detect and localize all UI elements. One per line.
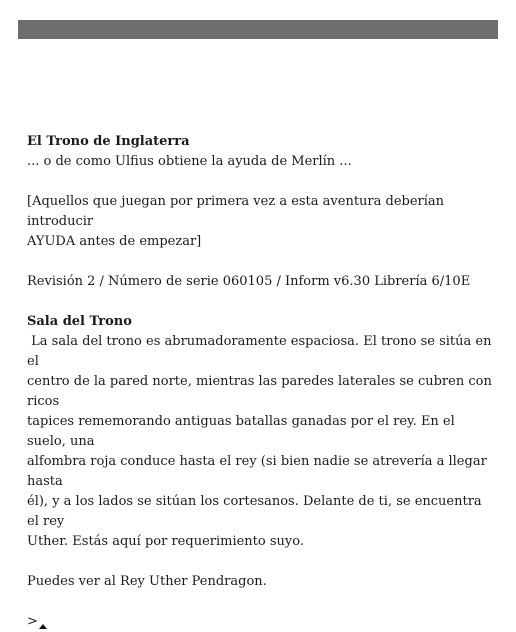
room-description-line: centro de la pared norte, mientras las paredes laterales se cubren con ricos <box>27 374 496 409</box>
room-description-line: Uther. Estás aquí por requerimiento suyo. <box>27 534 304 549</box>
transcript <box>27 132 500 632</box>
spacer <box>27 592 493 612</box>
version-info: Revisión 2 / Número de serie 060105 / Inform v6.30 Librería 6/10E <box>27 274 471 289</box>
help-note-line-1: [Aquellos que juegan por primera vez a esta aventura deberían introducir <box>27 194 449 229</box>
spacer <box>27 292 493 312</box>
cursor-caret-icon <box>39 624 47 629</box>
spacer <box>27 252 493 272</box>
spacer <box>27 552 493 572</box>
game-subtitle: ... o de como Ulfius obtiene la ayuda de Merlín ... <box>27 154 352 169</box>
visible-npc-text: Puedes ver al Rey Uther Pendragon. <box>27 574 267 589</box>
location-label: Sala del Trono <box>57 41 167 55</box>
room-description-line: él), y a los lados se sitúan los cortesanos. Delante de ti, se encuentra el rey <box>27 494 486 529</box>
room-title: Sala del Trono <box>27 314 132 329</box>
help-note-line-2: AYUDA antes de empezar] <box>27 234 202 249</box>
prompt-symbol: > <box>27 614 38 629</box>
command-prompt[interactable] <box>27 612 493 632</box>
game-title: El Trono de Inglaterra <box>27 134 190 149</box>
spacer <box>27 172 493 192</box>
room-description-line: La sala del trono es abrumadoramente espaciosa. El trono se sitúa en el <box>27 334 500 369</box>
room-description-line: tapices rememorando antiguas batallas ganadas por el rey. En el suelo, una <box>27 414 459 449</box>
status-bar <box>18 20 498 55</box>
room-description-line: alfombra roja conduce hasta el rey (si bien nadie se atrevería a llegar hasta <box>27 454 491 489</box>
command-input[interactable] <box>39 612 479 632</box>
